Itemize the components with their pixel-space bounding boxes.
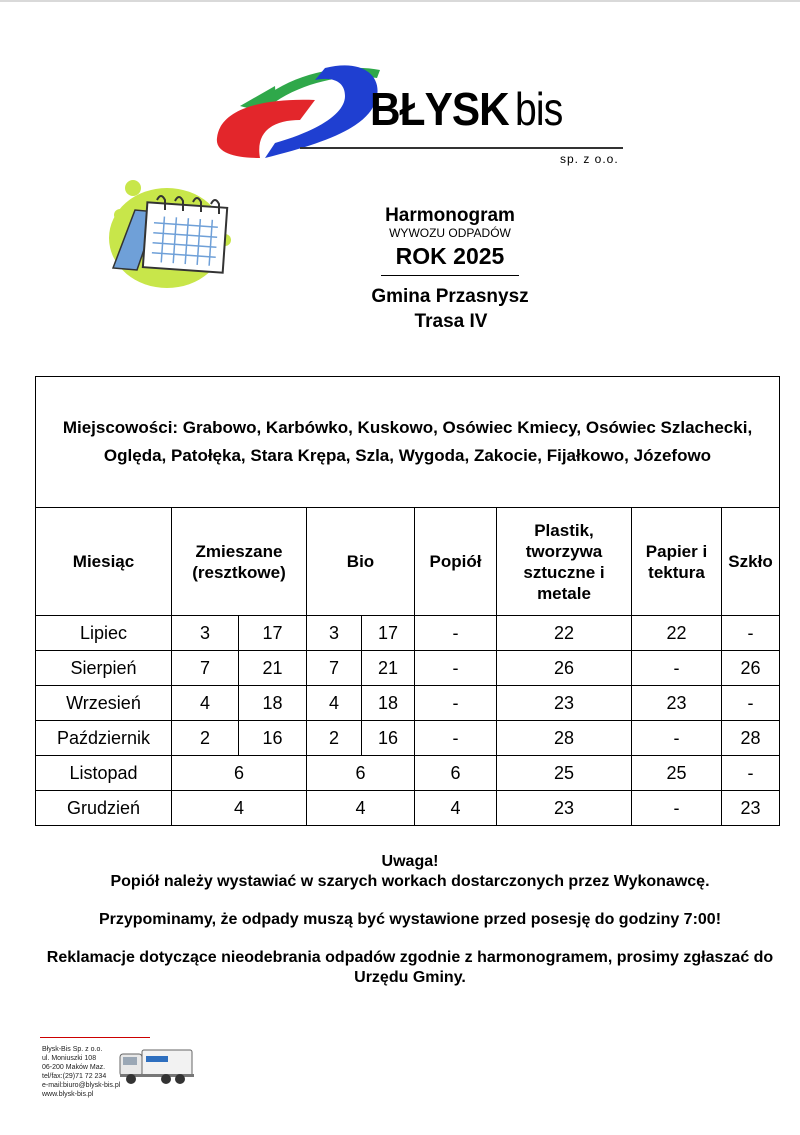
cell-mixed: 4 bbox=[172, 791, 307, 826]
cell-paper: - bbox=[632, 651, 722, 686]
table-row bbox=[36, 651, 780, 686]
cell-bio-2: 16 bbox=[362, 721, 415, 756]
footer-line: Błysk-Bis Sp. z o.o. bbox=[42, 1046, 103, 1053]
cell-glass: - bbox=[722, 756, 780, 791]
logo-main-text: BŁYSK bbox=[370, 83, 509, 135]
cell-glass: 23 bbox=[722, 791, 780, 826]
cell-mixed-1: 3 bbox=[172, 616, 239, 651]
logo-suffix: sp. z o.o. bbox=[560, 152, 619, 166]
schedule-heading bbox=[300, 205, 600, 334]
cell-month: Październik bbox=[36, 721, 172, 756]
cell-mixed-1: 4 bbox=[172, 686, 239, 721]
cell-bio-1: 3 bbox=[307, 616, 362, 651]
table-row bbox=[36, 616, 780, 651]
note-reminder: Przypominamy, że odpady muszą być wystawione przed posesję do godziny 7:00! bbox=[98, 911, 722, 928]
header-bio: Bio bbox=[307, 508, 415, 616]
cell-bio-1: 7 bbox=[307, 651, 362, 686]
cell-glass: 28 bbox=[722, 721, 780, 756]
header-mixed: Zmieszane (resztkowe) bbox=[172, 508, 307, 616]
schedule-table bbox=[35, 376, 780, 826]
header-plastic: Plastik, tworzywa sztuczne i metale bbox=[497, 508, 632, 616]
header-row bbox=[36, 508, 780, 616]
cell-paper: 22 bbox=[632, 616, 722, 651]
cell-ash: 6 bbox=[415, 756, 497, 791]
localities-row bbox=[36, 377, 780, 508]
logo-sub-text: bis bbox=[514, 83, 563, 135]
cell-bio: 4 bbox=[307, 791, 415, 826]
note-attention: Uwaga! bbox=[381, 853, 439, 870]
logo-underline bbox=[300, 147, 623, 149]
cell-mixed-2: 16 bbox=[239, 721, 307, 756]
cell-bio-2: 17 bbox=[362, 616, 415, 651]
cell-plastic: 28 bbox=[497, 721, 632, 756]
table-row bbox=[36, 721, 780, 756]
header-month: Miesiąc bbox=[36, 508, 172, 616]
header-glass: Szkło bbox=[722, 508, 780, 616]
cell-plastic: 26 bbox=[497, 651, 632, 686]
cell-plastic: 23 bbox=[497, 686, 632, 721]
cell-plastic: 25 bbox=[497, 756, 632, 791]
cell-paper: 25 bbox=[632, 756, 722, 791]
top-border bbox=[0, 0, 800, 2]
heading-divider bbox=[381, 275, 519, 276]
cell-plastic: 22 bbox=[497, 616, 632, 651]
cell-ash: - bbox=[415, 721, 497, 756]
cell-month: Wrzesień bbox=[36, 686, 172, 721]
cell-mixed-1: 2 bbox=[172, 721, 239, 756]
heading-title: Harmonogram bbox=[385, 205, 515, 226]
logo-wordmark bbox=[370, 82, 571, 136]
cell-glass: 26 bbox=[722, 651, 780, 686]
header-ash: Popiół bbox=[415, 508, 497, 616]
footer-divider bbox=[40, 1037, 150, 1038]
garbage-truck-icon bbox=[118, 1042, 196, 1087]
cell-month: Listopad bbox=[36, 756, 172, 791]
cell-mixed-1: 7 bbox=[172, 651, 239, 686]
table-row bbox=[36, 686, 780, 721]
table-row bbox=[36, 791, 780, 826]
cell-paper: - bbox=[632, 721, 722, 756]
cell-paper: - bbox=[632, 791, 722, 826]
cell-mixed: 6 bbox=[172, 756, 307, 791]
cell-ash: - bbox=[415, 651, 497, 686]
calendar-icon bbox=[95, 170, 245, 295]
cell-month: Sierpień bbox=[36, 651, 172, 686]
cell-mixed-2: 21 bbox=[239, 651, 307, 686]
heading-subtitle: WYWOZU ODPADÓW bbox=[389, 226, 511, 240]
footer-line: www.blysk-bis.pl bbox=[42, 1091, 94, 1098]
footer-line: ul. Moniuszki 108 bbox=[42, 1055, 97, 1062]
footer-line: 06-200 Maków Maz. bbox=[42, 1064, 106, 1071]
cell-ash: - bbox=[415, 686, 497, 721]
cell-paper: 23 bbox=[632, 686, 722, 721]
cell-glass: - bbox=[722, 616, 780, 651]
note-ash: Popiół należy wystawiać w szarych workach dostarczonych przez Wykonawcę. bbox=[110, 873, 710, 890]
cell-mixed-2: 17 bbox=[239, 616, 307, 651]
heading-year: ROK 2025 bbox=[395, 243, 505, 269]
cell-bio-1: 2 bbox=[307, 721, 362, 756]
table-row bbox=[36, 756, 780, 791]
cell-plastic: 23 bbox=[497, 791, 632, 826]
cell-bio-2: 18 bbox=[362, 686, 415, 721]
notes-section bbox=[30, 852, 790, 988]
localities-text: Miejscowości: Grabowo, Karbówko, Kuskowo, Osówiec Kmiecy, Osówiec Szlachecki, Oględa, Patołęka, Stara Krępa, Szla, Wygoda, Zakocie, Fijałkowo, Józefowo bbox=[36, 377, 780, 508]
note-complaints: Reklamacje dotyczące nieodebrania odpadów zgodnie z harmonogramem, prosimy zgłaszać do Urzędu Gminy. bbox=[46, 949, 774, 986]
cell-month: Grudzień bbox=[36, 791, 172, 826]
header-paper: Papier i tektura bbox=[632, 508, 722, 616]
footer-line: tel/fax:(29)71 72 234 bbox=[42, 1073, 107, 1080]
cell-month: Lipiec bbox=[36, 616, 172, 651]
heading-municipality: Gmina Przasnysz bbox=[371, 286, 529, 307]
cell-bio-1: 4 bbox=[307, 686, 362, 721]
cell-ash: 4 bbox=[415, 791, 497, 826]
footer-line: e-mail:biuro@blysk-bis.pl bbox=[42, 1082, 121, 1089]
logo-red-swoosh bbox=[217, 100, 315, 158]
cell-mixed-2: 18 bbox=[239, 686, 307, 721]
cell-bio-2: 21 bbox=[362, 651, 415, 686]
cell-ash: - bbox=[415, 616, 497, 651]
heading-route: Trasa IV bbox=[414, 311, 488, 332]
cell-glass: - bbox=[722, 686, 780, 721]
footer-contact bbox=[42, 1045, 120, 1099]
cell-bio: 6 bbox=[307, 756, 415, 791]
